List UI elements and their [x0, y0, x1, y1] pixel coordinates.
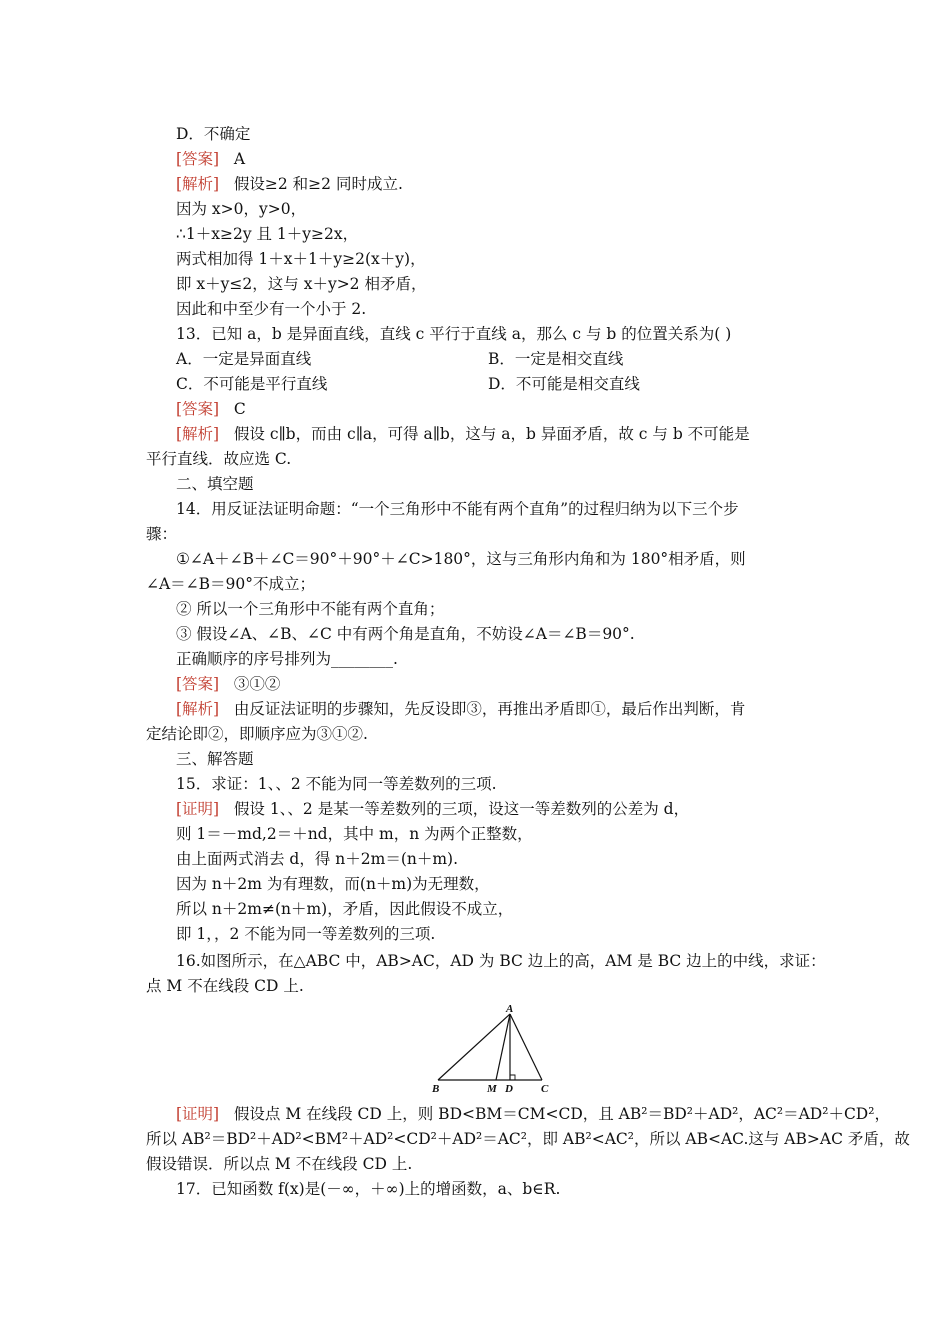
proof-15-line-6: 即 1，，2 不能为同一等差数列的三项. [176, 925, 436, 943]
answer-12 [176, 149, 245, 169]
answer-value: A [233, 150, 246, 168]
question-14-line-4: ∠A＝∠B＝90°不成立； [146, 575, 316, 593]
label-c: C [541, 1083, 549, 1095]
analysis-12-line-3: ∴1＋x≥2y 且 1＋y≥2x， [176, 225, 359, 243]
proof-16-line-3: 假设错误．所以点 M 不在线段 CD 上. [146, 1155, 413, 1173]
question-13-option-d: D．不可能是相交直线 [488, 375, 640, 393]
label-b: B [432, 1083, 440, 1095]
median-am [496, 1014, 510, 1080]
proof-15-line-4: 因为 n＋2m 为有理数，而(n＋m)为无理数， [176, 875, 490, 893]
proof-15-line-5: 所以 n＋2m≠(n＋m)，矛盾，因此假设不成立， [176, 900, 514, 918]
proof-15-line-2: 则 1＝－md,2＝＋nd，其中 m，n 为两个正整数， [176, 825, 533, 843]
side-ac [510, 1014, 542, 1080]
proof-16-line-2: 所以 AB²＝BD²＋AD²<BM²＋AD²<CD²＋AD²＝AC²，即 AB²<AC²，所以 AB<AC.这与 AB>AC 矛盾，故 [146, 1130, 910, 1148]
answer-value: ③①② [233, 675, 281, 693]
analysis-14-line-1 [176, 699, 745, 719]
analysis-tag: [解析] [176, 175, 220, 193]
analysis-12-line-4: 两式相加得 1＋x＋1＋y≥2(x＋y)， [176, 250, 426, 268]
proof-text: 假设 1、、2 是某一等差数列的三项，设这一等差数列的公差为 d， [233, 800, 690, 818]
answer-tag: [答案] [176, 675, 220, 693]
question-17: 17．已知函数 f(x)是(－∞，＋∞)上的增函数，a、b∈R. [176, 1180, 561, 1198]
answer-tag: [答案] [176, 150, 220, 168]
question-14-line-5: ② 所以一个三角形中不能有两个直角； [176, 600, 445, 618]
section-fill-in: 二、填空题 [176, 475, 254, 493]
proof-15-line-1 [176, 799, 689, 819]
proof-tag: [证明] [176, 1105, 220, 1123]
answer-tag: [答案] [176, 400, 220, 418]
right-angle-mark [510, 1075, 515, 1080]
question-14-line-6: ③ 假设∠A、∠B、∠C 中有两个角是直角，不妨设∠A＝∠B＝90°. [176, 625, 635, 643]
analysis-14-line-2: 定结论即②，即顺序应为③①②. [146, 725, 368, 743]
analysis-text: 假设 c∥b，而由 c∥a，可得 a∥b，这与 a，b 异面矛盾，故 c 与 b 不可能是 [233, 425, 750, 443]
analysis-tag: [解析] [176, 700, 220, 718]
analysis-12-line-2: 因为 x>0，y>0， [176, 200, 307, 218]
answer-value: C [233, 400, 246, 418]
label-d: D [505, 1083, 513, 1095]
analysis-text: 由反证法证明的步骤知，先反设即③，再推出矛盾即①，最后作出判断，肯 [233, 700, 746, 718]
answer-13 [176, 399, 246, 419]
question-16-line-1: 16.如图所示，在△ABC 中，AB>AC，AD 为 BC 边上的高，AM 是 BC 边上的中线，求证： [176, 952, 826, 970]
analysis-12-line-1 [176, 174, 403, 194]
question-15: 15．求证：1、、2 不能为同一等差数列的三项. [176, 775, 497, 793]
proof-text: 假设点 M 在线段 CD 上，则 BD<BM＝CM<CD，且 AB²＝BD²＋AD²，AC²＝AD²＋CD²， [233, 1105, 890, 1123]
question-13-option-a: A．一定是异面直线 [176, 350, 312, 368]
question-14-line-3: ①∠A＋∠B＋∠C＝90°＋90°＋∠C>180°，这与三角形内角和为 180°相矛盾，则 [176, 550, 746, 568]
label-m: M [487, 1083, 497, 1095]
analysis-13-line-2: 平行直线．故应选 C. [146, 450, 292, 468]
question-14-line-7: 正确顺序的序号排列为________. [176, 650, 398, 668]
analysis-tag: [解析] [176, 425, 220, 443]
option-d-line: D．不确定 [176, 125, 251, 143]
analysis-12-line-6: 因此和中至少有一个小于 2. [176, 300, 367, 318]
analysis-12-line-5: 即 x＋y≤2，这与 x＋y>2 相矛盾， [176, 275, 427, 293]
triangle-figure [424, 1003, 554, 1098]
analysis-13-line-1 [176, 424, 750, 444]
section-answer: 三、解答题 [176, 750, 254, 768]
analysis-text: 假设≥2 和≥2 同时成立. [233, 175, 403, 193]
question-13-option-c: C．不可能是平行直线 [176, 375, 328, 393]
question-13-option-b: B．一定是相交直线 [488, 350, 624, 368]
question-14-line-1: 14．用反证法证明命题：“一个三角形中不能有两个直角”的过程归纳为以下三个步 [176, 500, 739, 518]
proof-15-line-3: 由上面两式消去 d，得 n＋2m＝(n＋m). [176, 850, 459, 868]
label-a: A [506, 1003, 514, 1015]
side-ab [438, 1014, 510, 1080]
question-13: 13．已知 a，b 是异面直线，直线 c 平行于直线 a，那么 c 与 b 的位置关系为( ) [176, 325, 732, 343]
answer-14 [176, 674, 280, 694]
proof-tag: [证明] [176, 800, 220, 818]
proof-16-line-1 [176, 1104, 890, 1124]
question-14-line-2: 骤： [146, 525, 178, 543]
question-16-line-2: 点 M 不在线段 CD 上. [146, 977, 304, 995]
